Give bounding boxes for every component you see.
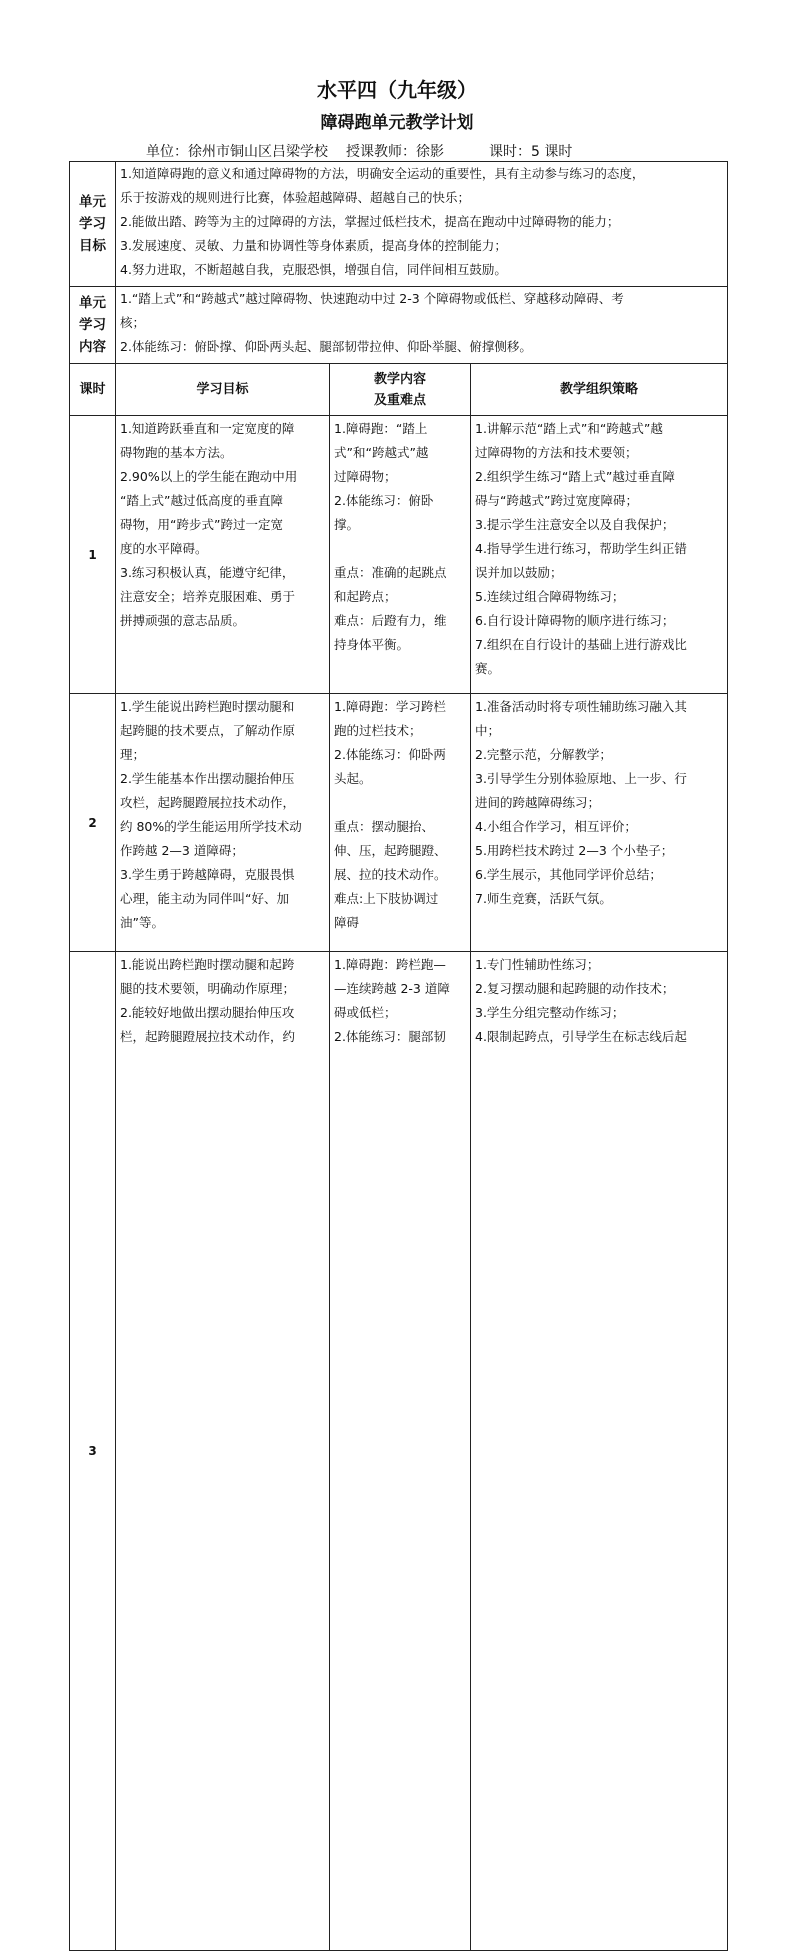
text-line: 3.学生分组完整动作练习；: [475, 1005, 625, 1020]
text-line: 重点：准确的起跳点: [334, 565, 447, 580]
text-line: 过障碍物的方法和技术要领；: [475, 445, 638, 460]
lesson-content: [330, 952, 471, 1951]
label-line: 单元: [79, 295, 106, 311]
text-line: 难点：后蹬有力，维: [334, 613, 447, 628]
lesson-content: [330, 694, 471, 952]
plan-table: [69, 161, 728, 1951]
lesson-number: 3: [70, 952, 116, 1951]
unit-goals-text: [116, 162, 728, 287]
text-line: 油”等。: [120, 915, 164, 930]
text-line: 伸、压，起跨腿蹬、: [334, 843, 447, 858]
text-line: 碍物，用“跨步式”跨过一定宽: [120, 517, 283, 532]
text-line: 理；: [120, 747, 146, 762]
text-line: [334, 537, 466, 561]
lesson-number: 2: [70, 694, 116, 952]
text-line: —连续跨越 2-3 道障: [334, 981, 450, 996]
text-line: 撑。: [334, 517, 360, 532]
lesson-content: [330, 416, 471, 694]
text-line: 3.练习积极认真，能遵守纪律，: [120, 565, 295, 580]
text-line: 2.体能练习：俯卧撑、仰卧两头起、腿部韧带拉伸、仰卧举腿、俯撑侧移。: [120, 339, 532, 354]
lesson-row: [70, 952, 728, 1951]
text-line: 碍物跑的基本方法。: [120, 445, 233, 460]
unit-content-text: [116, 287, 728, 364]
text-line: 2.体能练习：仰卧两: [334, 747, 446, 762]
text-line: 1.准备活动时将专项性辅助练习融入其: [475, 699, 687, 714]
text-line: 1.知道障碍跑的意义和通过障碍物的方法，明确安全运动的重要性，具有主动参与练习的态度，: [120, 166, 645, 181]
text-line: “踏上式”越过低高度的垂直障: [120, 493, 283, 508]
text-line: 栏，起跨腿蹬展拉技术动作，约: [120, 1029, 296, 1044]
teacher-name: 授课教师：徐影: [346, 144, 444, 160]
text-line: 乐于按游戏的规则进行比赛，体验超越障碍、超越自己的快乐；: [120, 190, 471, 205]
text-line: 2.能较好地做出摆动腿抬伸压攻: [120, 1005, 295, 1020]
text-line: 持身体平衡。: [334, 637, 410, 652]
text-line: 展、拉的技术动作。: [334, 867, 447, 882]
lesson-goals: [116, 952, 330, 1951]
text-line: 进间的跨越障碍练习；: [475, 795, 601, 810]
text-line: 2.学生能基本作出摆动腿抬伸压: [120, 771, 295, 786]
text-line: 作跨越 2—3 道障碍；: [120, 843, 244, 858]
text-line: 难点:上下肢协调过: [334, 891, 439, 906]
text-line: 2.能做出踏、跨等为主的过障碍的方法，掌握过低栏技术，提高在跑动中过障碍物的能力；: [120, 214, 620, 229]
text-line: [334, 791, 466, 815]
text-line: 1.讲解示范“踏上式”和“跨越式”越: [475, 421, 663, 436]
document-subtitle: 障碍跑单元教学计划: [320, 113, 474, 133]
text-line: 2.90%以上的学生能在跑动中用: [120, 469, 298, 484]
text-line: 攻栏，起跨腿蹬展拉技术动作，: [120, 795, 296, 810]
text-line: 头起。: [334, 771, 372, 786]
text-line: 6.自行设计障碍物的顺序进行练习；: [475, 613, 675, 628]
text-line: 3.学生勇于跨越障碍，克服畏惧: [120, 867, 295, 882]
text-line: 误并加以鼓励；: [475, 565, 563, 580]
column-header-row: [70, 364, 728, 416]
text-line: 4.限制起跨点，引导学生在标志线后起: [475, 1029, 687, 1044]
text-line: 碍或低栏；: [334, 1005, 397, 1020]
text-line: 7.组织在自行设计的基础上进行游戏比: [475, 637, 687, 652]
text-line: 1.障碍跑：学习跨栏: [334, 699, 446, 714]
text-line: 1.知道跨跃垂直和一定宽度的障: [120, 421, 295, 436]
unit-content-label: [70, 287, 116, 364]
unit-content-row: [70, 287, 728, 364]
text-line: 1.障碍跑：跨栏跑—: [334, 957, 446, 972]
text-line: 3.引导学生分别体验原地、上一步、行: [475, 771, 687, 786]
text-line: 2.体能练习：俯卧: [334, 493, 434, 508]
text-line: 腿的技术要领，明确动作原理；: [120, 981, 296, 996]
unit-goals-label: [70, 162, 116, 287]
text-line: 核；: [120, 315, 146, 330]
text-line: 4.小组合作学习，相互评价；: [475, 819, 637, 834]
text-line: 2.体能练习：腿部韧: [334, 1029, 446, 1044]
lesson-strategy: [471, 416, 728, 694]
label-line: 目标: [79, 238, 106, 254]
lesson-number: 1: [70, 416, 116, 694]
text-line: 注意安全；培养克服困难、勇于: [120, 589, 296, 604]
text-line: 约 80%的学生能运用所学技术动: [120, 819, 302, 834]
text-line: 1.学生能说出跨栏跑时摆动腿和: [120, 699, 295, 714]
text-line: 1.“踏上式”和“跨越式”越过障碍物、快速跑动中过 2-3 个障碍物或低栏、穿越移动障碍、考: [120, 291, 624, 306]
text-line: 碍与“跨越式”跨过宽度障碍；: [475, 493, 638, 508]
text-line: 1.能说出跨栏跑时摆动腿和起跨: [120, 957, 295, 972]
unit-goals-row: [70, 162, 728, 287]
lesson-row: [70, 416, 728, 694]
lesson-row: [70, 694, 728, 952]
text-line: 中；: [475, 723, 501, 738]
text-line: 4.努力进取，不断超越自我，克服恐惧，增强自信，同伴间相互鼓励。: [120, 262, 507, 277]
text-line: 拼搏顽强的意志品质。: [120, 613, 246, 628]
label-line: 内容: [79, 339, 106, 355]
header-line: 及重难点: [373, 392, 426, 408]
lesson-strategy: [471, 952, 728, 1951]
text-line: 2.复习摆动腿和起跨腿的动作技术；: [475, 981, 675, 996]
text-line: 6.学生展示，其他同学评价总结；: [475, 867, 662, 882]
text-line: 跑的过栏技术；: [334, 723, 422, 738]
text-line: 2.组织学生练习“踏上式”越过垂直障: [475, 469, 675, 484]
label-line: 学习: [79, 216, 106, 232]
col-goals-header: 学习目标: [116, 364, 330, 416]
text-line: 和起跨点；: [334, 589, 397, 604]
info-line: [146, 141, 572, 161]
text-line: 重点：摆动腿抬、: [334, 819, 435, 834]
text-line: 式”和“跨越式”越: [334, 445, 429, 460]
col-content-header: [330, 364, 471, 416]
text-line: 1.专门性辅助性练习；: [475, 957, 600, 972]
text-line: 赛。: [475, 661, 501, 676]
document-title: 水平四（九年级）: [317, 78, 477, 102]
text-line: 7.师生竞赛，活跃气氛。: [475, 891, 612, 906]
unit-name: 单位：徐州市铜山区吕梁学校: [146, 144, 328, 160]
lesson-goals: [116, 416, 330, 694]
col-lesson-header: 课时: [70, 364, 116, 416]
text-line: 4.指导学生进行练习，帮助学生纠正错: [475, 541, 687, 556]
text-line: 起跨腿的技术要点，了解动作原: [120, 723, 296, 738]
text-line: 障碍: [334, 915, 360, 930]
text-line: 5.用跨栏技术跨过 2—3 个小垫子；: [475, 843, 674, 858]
text-line: 1.障碍跑：“踏上: [334, 421, 428, 436]
text-line: 度的水平障碍。: [120, 541, 208, 556]
header-line: 教学内容: [373, 371, 426, 387]
lesson-goals: [116, 694, 330, 952]
text-line: 过障碍物；: [334, 469, 397, 484]
text-line: 5.连续过组合障碍物练习；: [475, 589, 625, 604]
lesson-hours: 课时：5 课时: [489, 144, 573, 160]
label-line: 单元: [79, 194, 106, 210]
label-line: 学习: [79, 317, 106, 333]
text-line: 3.提示学生注意安全以及自我保护；: [475, 517, 675, 532]
col-strategy-header: 教学组织策略: [471, 364, 728, 416]
text-line: 2.完整示范，分解教学；: [475, 747, 612, 762]
text-line: 心理，能主动为同伴叫“好、加: [120, 891, 289, 906]
text-line: 3.发展速度、灵敏、力量和协调性等身体素质，提高身体的控制能力；: [120, 238, 507, 253]
lesson-strategy: [471, 694, 728, 952]
